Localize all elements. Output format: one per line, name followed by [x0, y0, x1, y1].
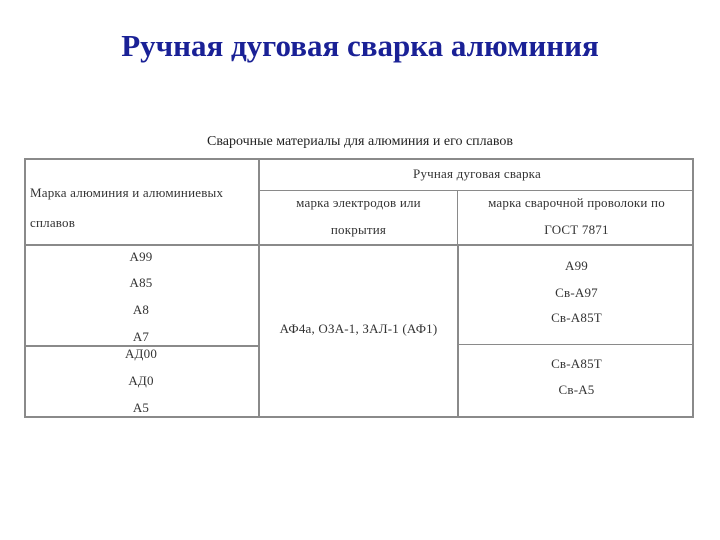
grade-cell: А85 [129, 275, 153, 290]
wire-cell: Св-А85Т [551, 310, 602, 325]
grade-cell: А7 [132, 329, 150, 344]
wire-cell: Св-А97 [555, 285, 598, 300]
header-divider-top [258, 190, 694, 191]
header-wire-line2: ГОСТ 7871 [544, 222, 609, 237]
table-border-top [24, 158, 694, 160]
grade-cell: АД00 [124, 346, 158, 361]
welding-materials-table [24, 158, 694, 418]
grade-cell: А8 [132, 302, 150, 317]
table-caption: Сварочные материалы для алюминия и его сплавов [207, 134, 513, 149]
col-divider-2 [457, 191, 458, 246]
header-electrode-line1: марка электродов или [296, 195, 421, 210]
wire-cell: Св-А85Т [551, 356, 602, 371]
slide-title: Ручная дуговая сварка алюминия [121, 28, 599, 63]
header-grade: Марка алюминия и алюминиевых сплавов [30, 185, 224, 230]
electrode-grades: АФ4а, ОЗА-1, ЗАЛ-1 (АФ1) [279, 321, 438, 336]
grade-cell: АД0 [128, 373, 154, 388]
wire-cell: Св-А5 [558, 382, 595, 397]
wire-group-separator [458, 344, 694, 345]
header-divider-bottom [24, 244, 694, 246]
header-electrode-line2: покрытия [330, 222, 387, 237]
table-border-bottom [24, 416, 694, 418]
header-manual-arc-welding: Ручная дуговая сварка [413, 166, 541, 181]
header-wire-line1: марка сварочной проволоки по [488, 195, 665, 210]
grade-cell: А5 [132, 400, 150, 415]
grade-cell: А99 [129, 249, 153, 264]
wire-cell: А99 [565, 258, 588, 273]
